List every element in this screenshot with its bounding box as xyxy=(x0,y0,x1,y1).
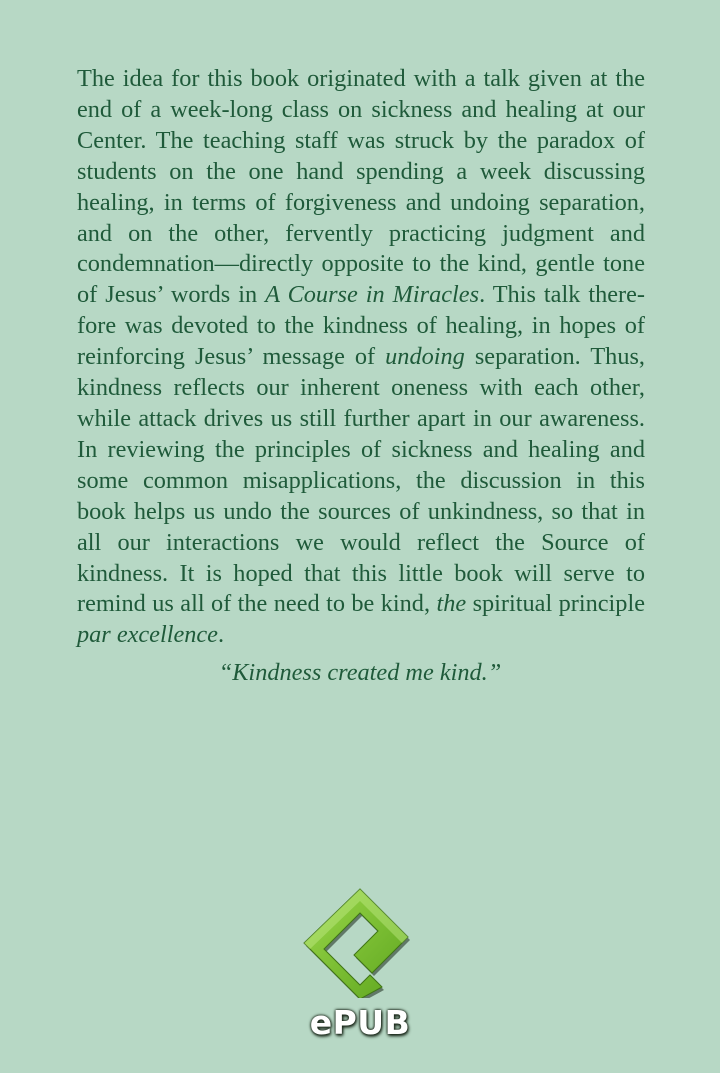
text-segment: separation. Thus, kindness reflects our inherent oneness with each other, while attack drives us still further apart in our awareness. In reviewing the principles of sickness and healing and some common misapplications, the discussion in this book helps us undo the sources of unkindness, so that in all our interactions we would reflect the Source of kindness. It is hoped that this little book will serve to remind us all of the need to be kind, xyxy=(77,343,645,618)
text-segment: The idea for this book originated with a talk given at the end of a week-long class on sickness and healing at our Center. The teaching staff was struck by the paradox of students on the one hand spending a week discussing healing, in terms of forgiveness and undoing separation, and on the other, fervently practicing judgment and condemnation—directly opposite to the kind, gentle tone of Jesus’ words in xyxy=(77,65,645,309)
book-title-italic: A Course in Miracles xyxy=(265,281,480,309)
closing-quote: “Kindness created me kind.” xyxy=(218,659,502,686)
epub-logo-icon xyxy=(302,886,418,998)
description-paragraph xyxy=(77,64,645,651)
text-segment: . xyxy=(217,621,225,649)
emphasis-undoing: undoing xyxy=(385,343,465,371)
emphasis-par-excellence: par excellence xyxy=(77,621,218,649)
text-segment: spiritual principle xyxy=(466,590,645,618)
emphasis-the: the xyxy=(436,590,467,618)
epub-label: ePUB xyxy=(309,1003,411,1042)
text-segment: . This talk therefore was devoted to the kindness of healing, in hopes of reinforcing Jesus’ message of xyxy=(77,281,646,371)
